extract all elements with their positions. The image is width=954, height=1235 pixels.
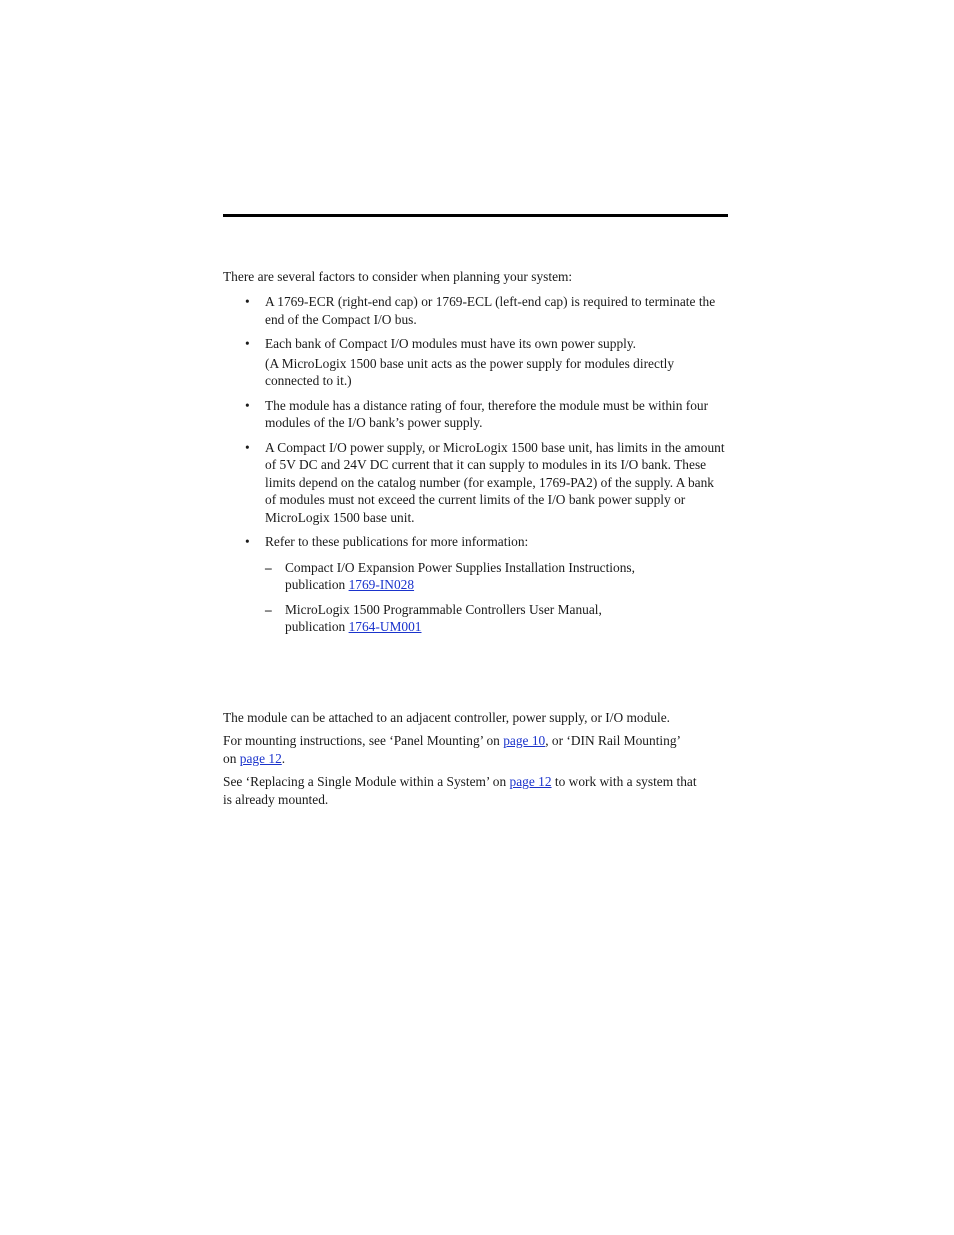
publication-link-1769-in028[interactable]: 1769-IN028 bbox=[348, 577, 415, 592]
section-rule bbox=[223, 214, 728, 217]
panel-mounting-page-link[interactable]: page 10 bbox=[503, 733, 546, 748]
mounting-text: For mounting instructions, see ‘Panel Mounting’ on bbox=[223, 733, 504, 748]
replacing-text: to work with a system that is already mounted. bbox=[223, 774, 697, 807]
mounting-instructions bbox=[223, 732, 683, 767]
mounting-intro: The module can be attached to an adjacent controller, power supply, or I/O module. bbox=[223, 710, 671, 725]
publication-prefix: publication bbox=[285, 577, 349, 592]
mounting-text: . bbox=[281, 750, 286, 766]
bullet-text: A Compact I/O power supply, or MicroLogix 1500 base unit, has limits in the amount of 5V DC and 24V DC current that it can supply to modules in its I/O bank. These limits depend on the catalog number (for example, 1769-PA2) of the supply. A bank of modules must not exceed the current limits of the I/O bank power supply or MicroLogix 1500 base unit. bbox=[265, 439, 725, 525]
list-item bbox=[223, 439, 728, 527]
publication-title: – Compact I/O Expansion Power Supplies Installation Instructions, bbox=[285, 559, 635, 575]
mounting-text: , or ‘DIN Rail Mounting’ on bbox=[223, 733, 680, 766]
replacing-text: See ‘Replacing a Single Module within a System’ on bbox=[223, 774, 510, 789]
list-item bbox=[223, 335, 728, 390]
list-item bbox=[223, 293, 728, 328]
bullet-text: The module has a distance rating of four, therefore the module must be within four modules of the I/O bank’s power supply. bbox=[265, 397, 709, 430]
bullet-text: Refer to these publications for more information: bbox=[265, 534, 529, 549]
publication-link-1764-um001[interactable]: 1764-UM001 bbox=[348, 619, 422, 634]
bullet-note: (A MicroLogix 1500 base unit acts as the power supply for modules directly connected to it.) bbox=[265, 355, 675, 388]
planning-factors-list bbox=[223, 293, 728, 643]
bullet-text: • Each bank of Compact I/O modules must have its own power supply. bbox=[265, 336, 637, 351]
list-item bbox=[223, 533, 728, 636]
publication-title: – MicroLogix 1500 Programmable Controllers User Manual, bbox=[285, 601, 602, 617]
bullet-text: A 1769-ECR (right-end cap) or 1769-ECL (left-end cap) is required to terminate the end of the Compact I/O bus. bbox=[265, 294, 716, 327]
publication-prefix: publication bbox=[285, 619, 349, 634]
publications-list bbox=[265, 559, 728, 636]
publication-item bbox=[265, 559, 728, 594]
list-item bbox=[223, 397, 728, 432]
din-rail-mounting-page-link[interactable]: page 12 bbox=[239, 750, 282, 766]
intro-text: There are several factors to consider when planning your system: bbox=[223, 269, 573, 284]
replacing-module-page-link[interactable]: page 12 bbox=[509, 774, 552, 789]
replacing-module-text bbox=[223, 773, 698, 808]
publication-item bbox=[265, 601, 728, 636]
